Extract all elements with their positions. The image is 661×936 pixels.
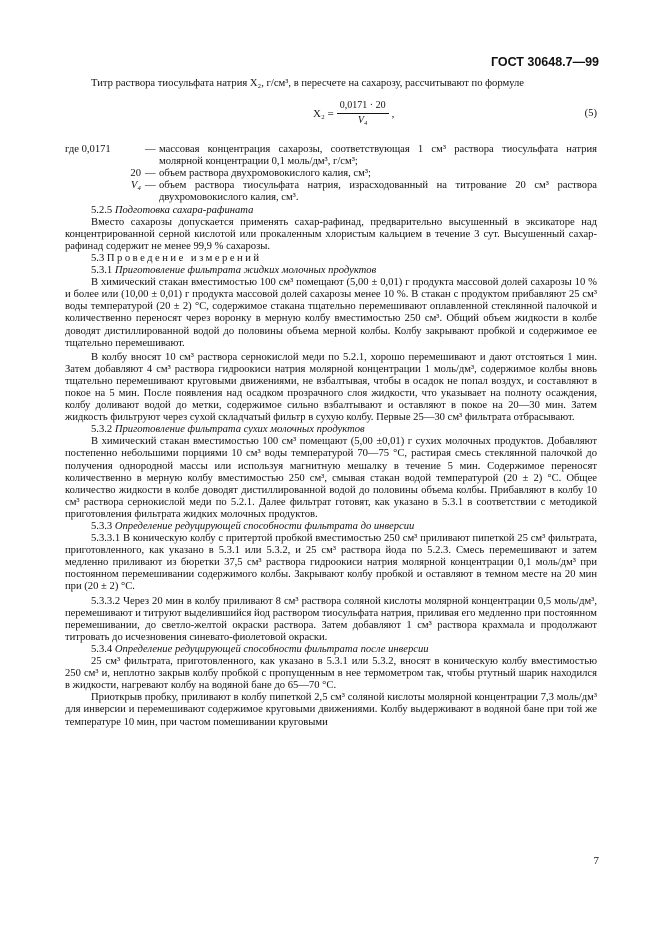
definition-text: массовая концентрация сахарозы, соответствующая 1 см³ раствора тиосульфата натрия молярной концентрации 0,1 моль/дм³, г/см³; bbox=[159, 144, 597, 168]
section-number: 5.2.5 bbox=[91, 204, 113, 216]
definition-text: объем раствора тиосульфата натрия, израсходованный на титрование 20 см³ раствора двухромовокислого калия, см³. bbox=[159, 180, 597, 204]
document-header: ГОСТ 30648.7—99 bbox=[490, 55, 599, 69]
definition-symbol bbox=[65, 168, 145, 180]
section-5-3-3-2-paragraph: 5.3.3.2 Через 20 мин в колбу приливают 8 см³ раствора соляной кислоты молярной концентрации 0,5 моль/дм³, перемешивают и титруют выделившийся йод раствором тиосульфата натрия, приливая его медленно при постоянном перемешивании, до светло-желтой окраски раствора. Затем добавляют 1 см³ раствора крахмала и продолжают титровать до исчезновения синевато-фиолетовой окраски. bbox=[65, 595, 597, 643]
section-5-3-2-heading bbox=[65, 424, 597, 436]
formula-number: (5) bbox=[584, 108, 597, 120]
formula-lhs: X₂ = bbox=[313, 107, 334, 120]
definition-symbol-text: 0,0171 bbox=[81, 144, 111, 156]
formula-trail: , bbox=[391, 107, 395, 120]
formula-fraction bbox=[337, 100, 389, 127]
section-number: 5.3.2 bbox=[91, 424, 113, 436]
definition-item bbox=[65, 168, 597, 180]
page-number: 7 bbox=[593, 855, 599, 867]
section-5-3-heading bbox=[65, 253, 597, 265]
definition-prefix: где bbox=[65, 144, 79, 156]
definition-symbol bbox=[65, 180, 145, 204]
definition-symbol-text: V₄ bbox=[130, 180, 141, 192]
section-5-3-4-paragraph: Приоткрыв пробку, приливают в колбу пипеткой 2,5 см³ соляной кислоты молярной концентрации 7,3 моль/дм³ для инверсии и перемешивают содержимое круговыми движениями. Колбу выдерживают в водяной бане при той же температуре 10 мин, при частом помешивании круговыми bbox=[65, 692, 597, 728]
section-5-3-3-1-paragraph: 5.3.3.1 В коническую колбу с притертой пробкой вместимостью 250 см³ приливают пипеткой 25 см³ фильтрата, приготовленного, как указано в 5.3.1 или 5.3.2, и 25 см³ раствора йода по 5.2.3. Смесь перемешивают и затем медленно приливают из бюретки 37,5 см³ раствора гидроокиси натрия молярной концентрации 0,1 моль/дм³ при постоянном перемешивании содержимого колбы. Закрывают колбу пробкой и оставляют в темном месте на 20 мин при (20 ± 2) °С. bbox=[65, 533, 597, 593]
section-5-3-1-paragraph: В химический стакан вместимостью 100 см³ помещают (5,00 ± 0,01) г продукта массовой долей сахарозы 10 % и более или (10,00 ± 0,01) г продукта массовой долей сахарозы менее 10 %. В стакан с продуктом прибавляют 25 см³ воды температурой (20 ± 2) °С, содержимое стакана тщательно перемешивают оплавленной стеклянной палочкой и количественно переносят через воронку в мерную колбу вместимостью 250 см³. Общий объем жидкости в колбе доводят дистиллированной водой до половины объема мерной колбы. Колбу закрывают пробкой и содержимое ее тщательно перемешивают. bbox=[65, 277, 597, 349]
section-number: 5.3.3 bbox=[91, 521, 113, 532]
section-5-3-3-heading bbox=[65, 521, 597, 533]
section-title: Определение редуцирующей способности фильтрата до инверсии bbox=[114, 521, 415, 532]
formula-intro: Титр раствора тиосульфата натрия X₂, г/см³, в пересчете на сахарозу, рассчитывают по формуле bbox=[91, 78, 524, 89]
section-number: 5.3.4 bbox=[91, 643, 113, 655]
definition-dash: — bbox=[145, 180, 156, 192]
section-5-3-2-paragraph: В химический стакан вместимостью 100 см³ помещают (5,00 ±0,01) г сухих молочных продуктов. Добавляют постепенно небольшими порциями 10 см³ воды температурой 70—75 °С, растирая смесь стеклянной палочкой до получения однородной массы или используя магнитную мешалку в течение 5 мин. Содержимое переносят количественно в мерную колбу вместимостью 250 см³, смывая стакан водой температурой (20 ± 2) °С. Общее количество жидкости в колбе доводят дистиллированной водой до половины объема колбы. Прибавляют в колбу 10 см³ раствора сернокислой меди по 5.2.1. Далее фильтрат готовят, как указано в 5.3.1 в соответствии с методикой приготовления фильтрата жидких молочных продуктов. bbox=[65, 436, 597, 520]
section-5-3-1-heading bbox=[65, 265, 597, 277]
section-number: 5.3.1 bbox=[91, 265, 113, 277]
definition-symbol-text: 20 bbox=[130, 168, 141, 180]
section-title: Подготовка сахара-рафината bbox=[114, 204, 254, 216]
section-title: Приготовление фильтрата жидких молочных продуктов bbox=[114, 265, 377, 277]
formula-numerator: 0,0171 · 20 bbox=[337, 100, 389, 114]
definition-item bbox=[65, 144, 597, 168]
formula-expression bbox=[313, 100, 394, 127]
formula-definitions bbox=[65, 144, 597, 204]
section-5-2-5-heading bbox=[65, 205, 597, 217]
section-5-3-4-heading bbox=[65, 644, 597, 656]
definition-text: объем раствора двухромовокислого калия, см³; bbox=[159, 168, 371, 180]
definition-item bbox=[65, 180, 597, 204]
formula-5 bbox=[65, 94, 597, 140]
definition-symbol bbox=[65, 144, 145, 168]
page-content bbox=[65, 78, 597, 729]
definition-dash: — bbox=[145, 168, 156, 180]
section-5-3-1-paragraph: В колбу вносят 10 см³ раствора сернокислой меди по 5.2.1, хорошо перемешивают и дают отстояться 1 мин. Затем добавляют 4 см³ раствора гидроокиси натрия молярной концентрации 1 моль/дм³, содержимое колбы вновь тщательно перемешивают круговыми движениями, не взбалтывая, чтобы в осадок не попал воздух, и составляют в покое на 5 мин. После появления над осадком прозрачного слоя жидкости, что указывает на полноту осаждения, колбу доливают водой до метки, содержимое сильно взбалтывают и оставляют в покое на 20—30 мин. Затем жидкость фильтруют через сухой складчатый фильтр в сухую колбу. Первые 25—30 см³ фильтрата отбрасывают. bbox=[65, 351, 597, 424]
section-5-2-5-text: Вместо сахарозы допускается применять сахар-рафинад, предварительно высушенный в эксикаторе над концентрированной серной кислотой или прокаленным хлористым кальцием в течение 3 сут. Высушенный сахар-рафинад содержит не менее 99,9 % сахарозы. bbox=[65, 216, 597, 252]
definition-dash: — bbox=[145, 144, 156, 156]
formula-denominator: V₄ bbox=[357, 115, 368, 127]
section-5-3-4-paragraph: 25 см³ фильтрата, приготовленного, как указано в 5.3.1 или 5.3.2, вносят в коническую колбу вместимостью 250 см³ и, неплотно закрыв колбу пробкой с пропущенным в нее термометром так, чтобы ртутный шарик находился в жидкости, нагревают колбу на водяной бане до 65—70 °С. bbox=[65, 656, 597, 692]
section-title: Определение редуцирующей способности фильтрата после инверсии bbox=[114, 643, 429, 655]
section-title: Проведение измерений bbox=[106, 252, 262, 264]
section-number: 5.3 bbox=[91, 252, 105, 264]
section-title: Приготовление фильтрата сухих молочных продуктов bbox=[114, 424, 365, 436]
